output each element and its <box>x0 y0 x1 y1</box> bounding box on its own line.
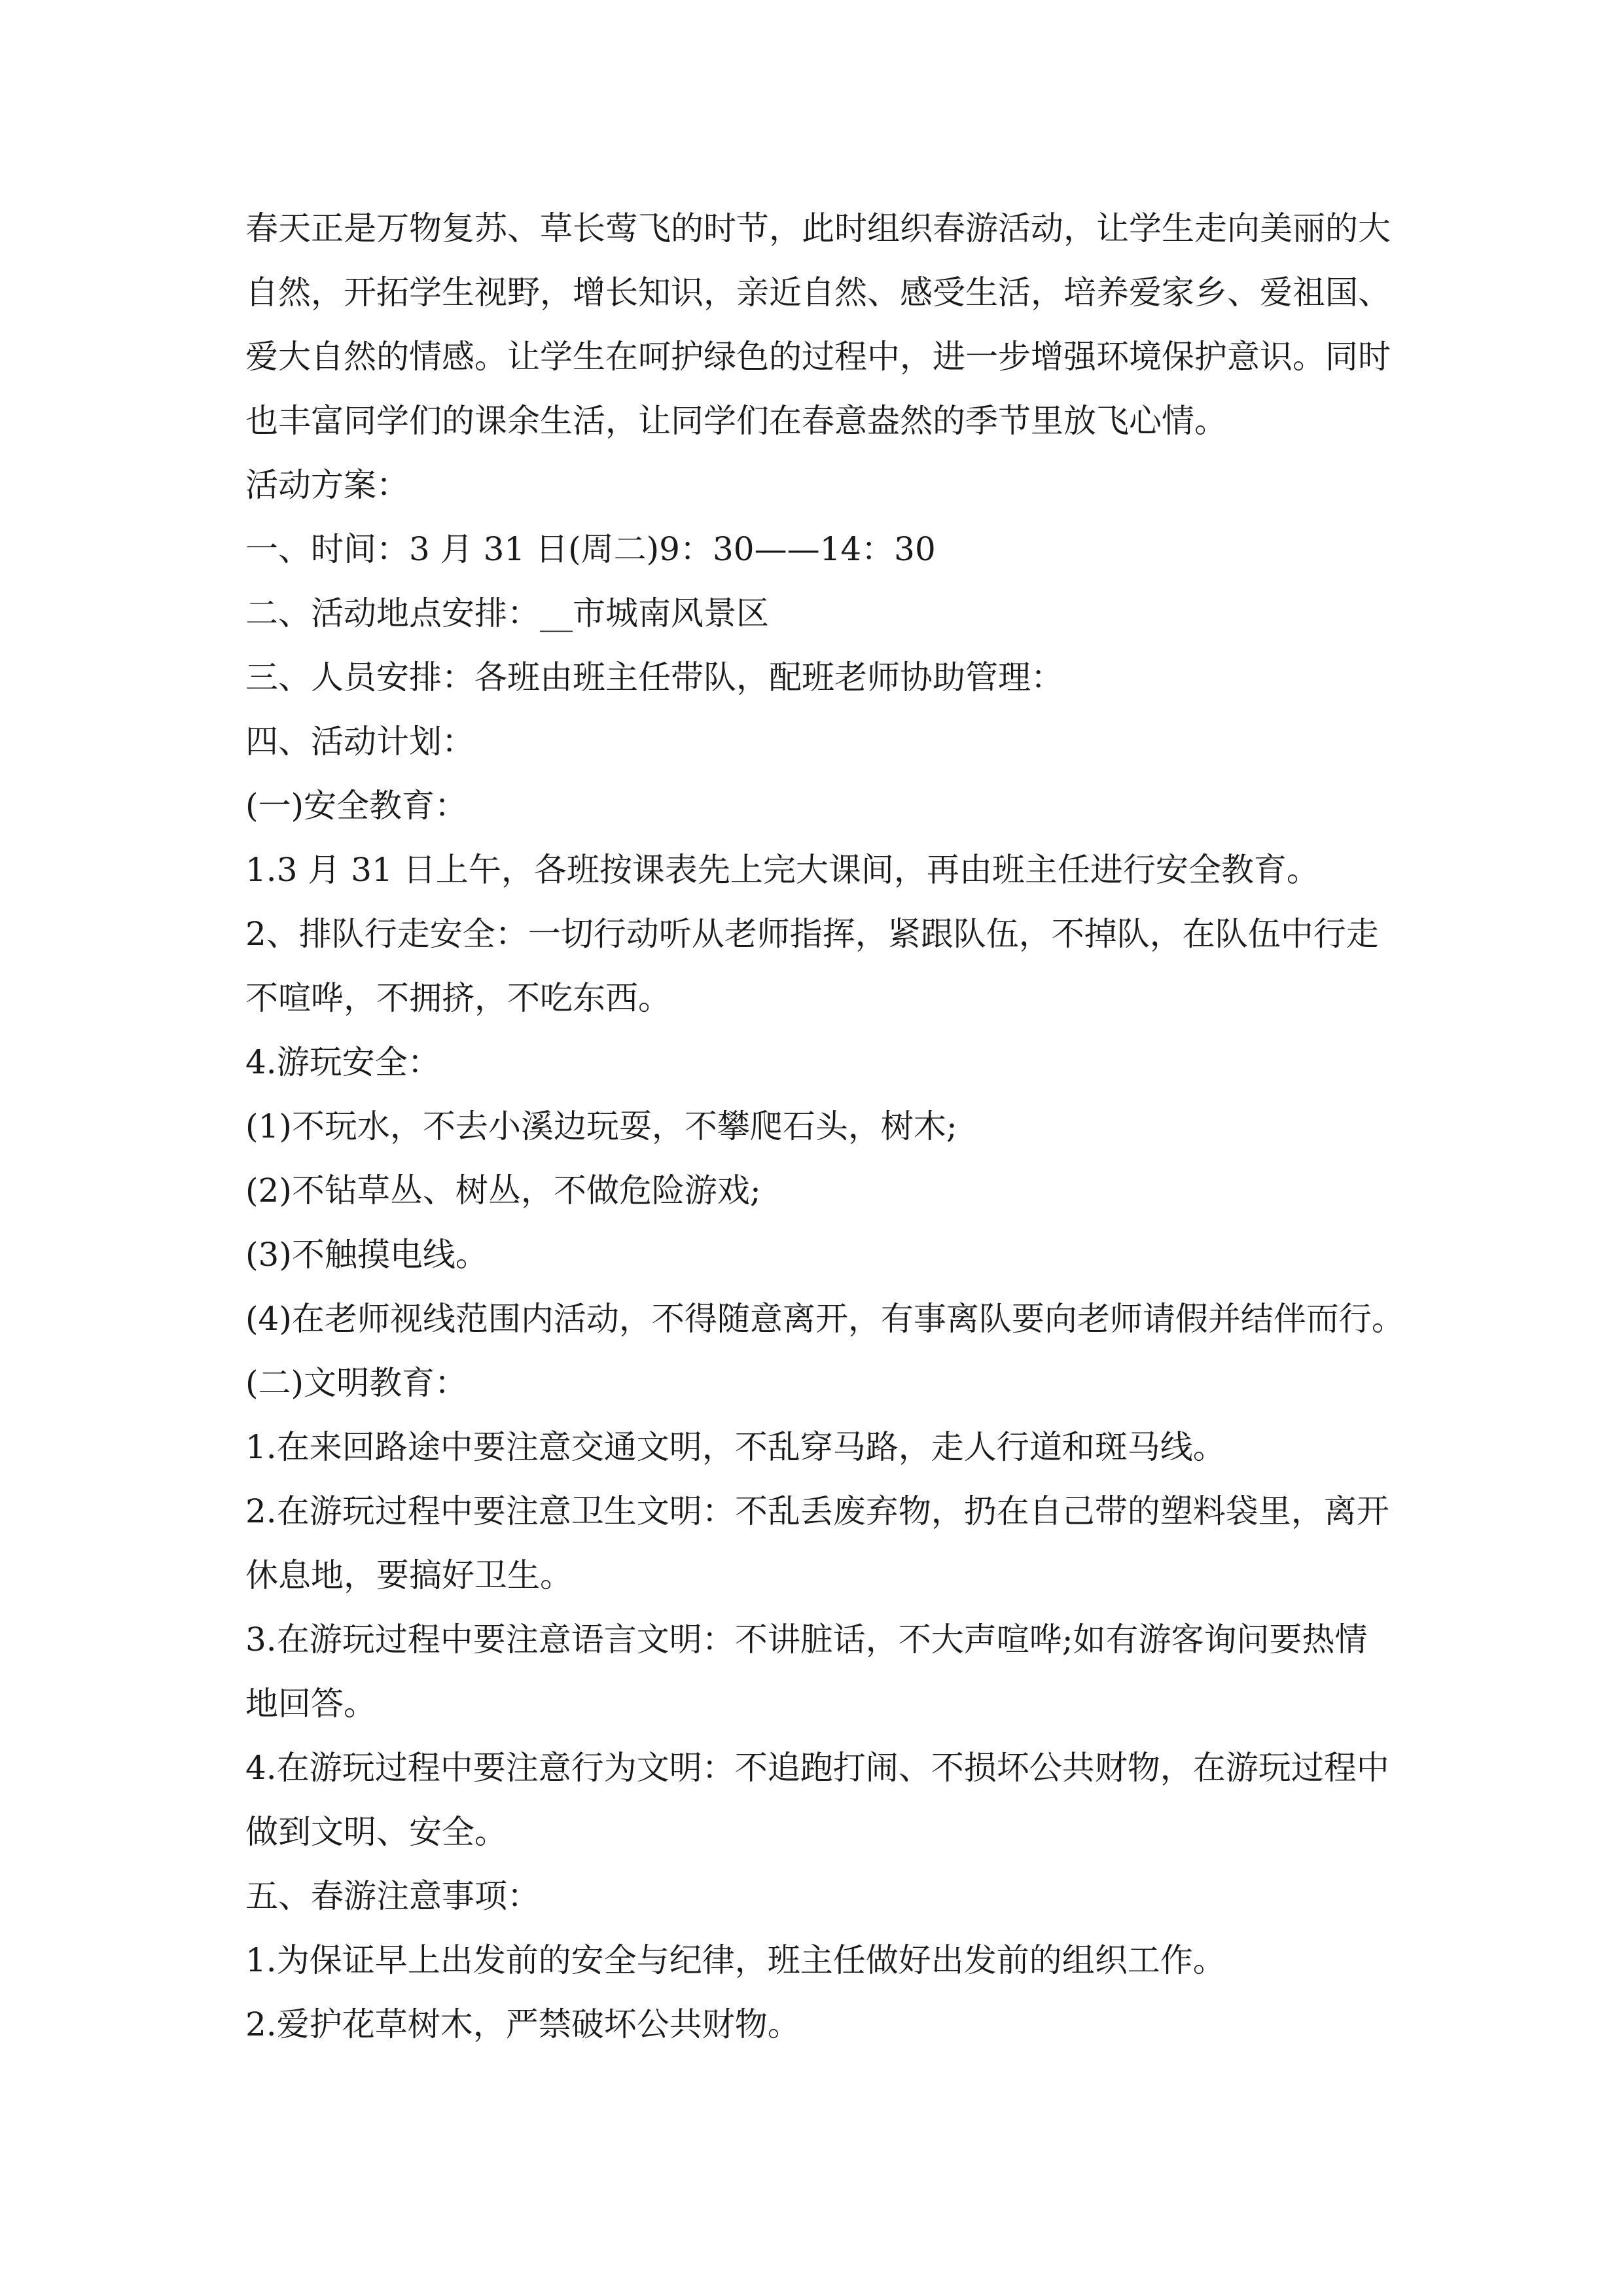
text-line: 自然，开拓学生视野，增长知识，亲近自然、感受生活，培养爱家乡、爱祖国、 <box>245 274 1391 312</box>
list-item-continuation: 休息地，要搞好卫生。 <box>245 1556 573 1594</box>
list-item: 二、活动地点安排：__市城南风景区 <box>245 594 769 632</box>
list-item: 4.游玩安全： <box>245 1043 440 1081</box>
list-item: 一、时间：3 月 31 日(周二)9：30——14：30 <box>245 530 936 568</box>
subsection-heading: (二)文明教育： <box>245 1364 468 1402</box>
document-body <box>245 196 1410 2056</box>
list-item: 2、排队行走安全：一切行动听从老师指挥，紧跟队伍，不掉队，在队伍中行走 <box>245 915 1379 953</box>
section-heading: 五、春游注意事项： <box>245 1877 540 1915</box>
list-item: 三、人员安排：各班由班主任带队，配班老师协助管理： <box>245 658 1063 696</box>
text-line: 爱大自然的情感。让学生在呵护绿色的过程中，进一步增强环境保护意识。同时 <box>245 338 1391 376</box>
list-item: 2.爱护花草树木，严禁破坏公共财物。 <box>245 2005 800 2043</box>
text-line: 也丰富同学们的课余生活，让同学们在春意盎然的季节里放飞心情。 <box>245 402 1227 440</box>
list-item-continuation: 地回答。 <box>245 1685 376 1723</box>
text-line: 春天正是万物复苏、草长莺飞的时节，此时组织春游活动，让学生走向美丽的大 <box>245 209 1391 247</box>
list-item: 1.在来回路途中要注意交通文明，不乱穿马路，走人行道和斑马线。 <box>245 1428 1226 1466</box>
list-item: (4)在老师视线范围内活动，不得随意离开，有事离队要向老师请假并结伴而行。 <box>245 1300 1404 1338</box>
list-item: 1.3 月 31 日上午，各班按课表先上完大课间，再由班主任进行安全教育。 <box>245 851 1319 889</box>
list-item-continuation: 不喧哗，不拥挤，不吃东西。 <box>245 979 671 1017</box>
list-item: (3)不触摸电线。 <box>245 1236 488 1274</box>
subsection-heading: (一)安全教育： <box>245 787 468 825</box>
list-item: 2.在游玩过程中要注意卫生文明：不乱丢废弃物，扔在自己带的塑料袋里，离开 <box>245 1492 1389 1530</box>
intro-paragraph <box>245 196 1410 453</box>
section-heading: 四、活动计划： <box>245 723 474 761</box>
list-item: (1)不玩水，不去小溪边玩耍，不攀爬石头，树木; <box>245 1107 957 1145</box>
list-item: 4.在游玩过程中要注意行为文明：不追跑打闹、不损坏公共财物，在游玩过程中 <box>245 1749 1389 1787</box>
list-item-continuation: 做到文明、安全。 <box>245 1813 507 1851</box>
list-item: 3.在游玩过程中要注意语言文明：不讲脏话，不大声喧哗;如有游客询问要热情 <box>245 1621 1368 1659</box>
list-item: 1.为保证早上出发前的安全与纪律，班主任做好出发前的组织工作。 <box>245 1941 1226 1979</box>
list-item: (2)不钻草丛、树丛，不做危险游戏; <box>245 1172 761 1210</box>
section-heading: 活动方案： <box>245 466 409 504</box>
